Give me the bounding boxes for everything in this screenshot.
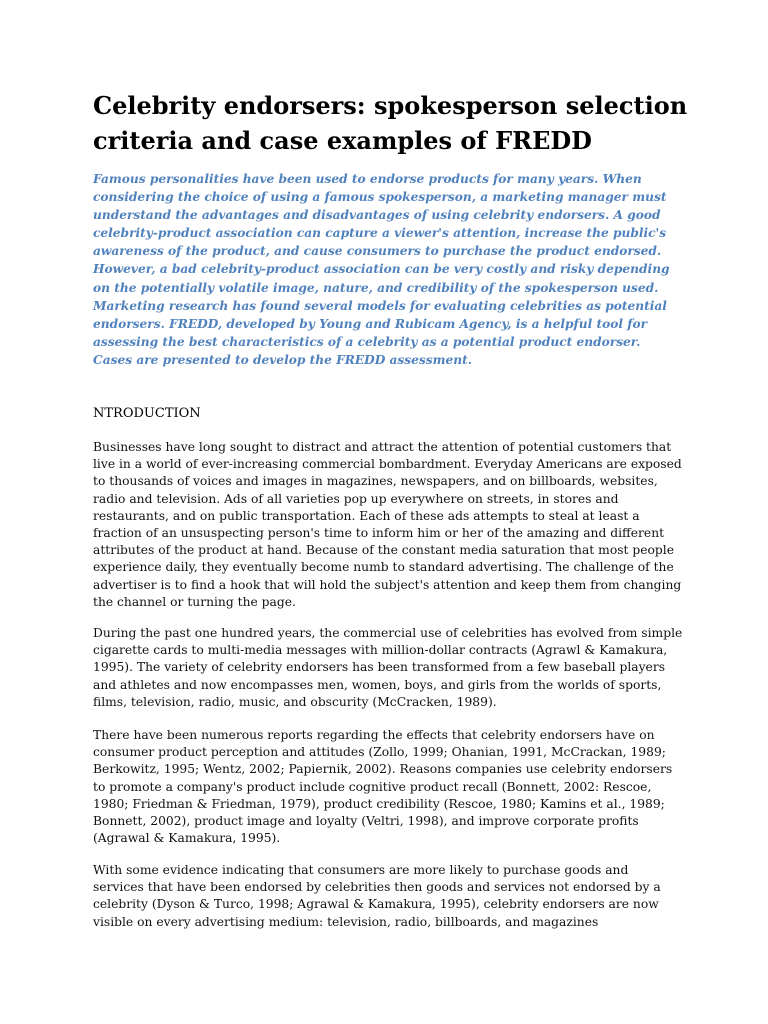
body-paragraph: There have been numerous reports regarding the effects that celebrity endorsers have on consumer product perception and attitudes (Zollo, 1999; Ohanian, 1991, McCrackan, 1989; Berkowitz, 1995; Wentz, 2002; Papiernik, 2002). Reasons companies use celebrity endorsers to promote a company's product include cognitive product recall (Bonnett, 2002: Rescoe, 1980; Friedman & Friedman, 1979), product credibility (Rescoe, 1980; Kamins et al., 1989; Bonnett, 2002), product image and loyalty (Veltri, 1998), and improve corporate profits (Agrawal & Kamakura, 1995). — [93, 728, 673, 846]
document-title: Celebrity endorsers: spokesperson selection criteria and case examples of FREDD — [93, 91, 688, 155]
body-paragraph: During the past one hundred years, the commercial use of celebrities has evolved from simple cigarette cards to multi-media messages with million-dollar contracts (Agrawl & Kamakura, 1995). The variety of celebrity endorsers has been transformed from a few baseball players and athletes and now encompasses men, women, boys, and girls from the worlds of sports, films, television, radio, music, and obscurity (McCracken, 1989). — [93, 626, 683, 709]
section-heading: NTRODUCTION — [93, 406, 201, 421]
abstract: Famous personalities have been used to endorse products for many years. When considering the choice of using a famous spokesperson, a marketing manager must understand the advantages and disadvantages of using celebrity endorsers. A good celebrity-product association can capture a viewer's attention, increase the public's awareness of the product, and cause consumers to purchase the product endorsed. However, a bad celebrity-product association can be very costly and risky depending on the potentially volatile image, nature, and credibility of the spokesperson used. Marketing research has found several models for evaluating celebrities as potential endorsers. FREDD, developed by Young and Rubicam Agency, is a helpful tool for assessing the best characteristics of a celebrity as a potential product endorser. Cases are presented to develop the FREDD assessment. — [93, 172, 670, 367]
body-paragraph: Businesses have long sought to distract and attract the attention of potential customers that live in a world of ever-increasing commercial bombardment. Everyday Americans are exposed to thousands of voices and images in magazines, newspapers, and on billboards, websites, radio and television. Ads of all varieties pop up everywhere on streets, in stores and restaurants, and on public transportation. Each of these ads attempts to steal at least a fraction of an unsuspecting person's time to inform him or her of the amazing and different attributes of the product at hand. Because of the constant media saturation that most people experience daily, they eventually become numb to standard advertising. The challenge of the advertiser is to find a hook that will hold the subject's attention and keep them from changing the channel or turning the page. — [93, 440, 682, 609]
body-paragraph: With some evidence indicating that consumers are more likely to purchase goods and services that have been endorsed by celebrities then goods and services not endorsed by a celebrity (Dyson & Turco, 1998; Agrawal & Kamakura, 1995), celebrity endorsers are now visible on every advertising medium: television, radio, billboards, and magazines — [93, 863, 661, 929]
